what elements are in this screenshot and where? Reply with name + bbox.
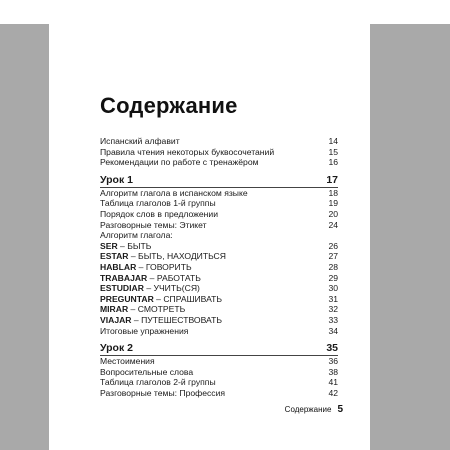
verb-translation: – БЫТЬ, НАХОДИТЬСЯ xyxy=(128,251,226,262)
right-margin-gray xyxy=(370,24,450,450)
toc-item[interactable] xyxy=(100,188,338,199)
lesson-1-heading[interactable] xyxy=(100,174,338,187)
toc-item-label: Местоимения xyxy=(100,356,155,367)
verb-translation: – РАБОТАТЬ xyxy=(147,272,201,283)
toc-item[interactable] xyxy=(100,136,338,147)
verb: SER xyxy=(100,240,118,251)
toc-item-label: Правила чтения некоторых буквосочетаний xyxy=(100,146,275,157)
toc-item[interactable] xyxy=(100,326,338,337)
verb: ESTUDIAR xyxy=(100,283,144,294)
toc-item-page: 41 xyxy=(328,377,338,388)
left-margin-gray xyxy=(0,24,49,450)
toc-item-page: 30 xyxy=(328,283,338,294)
toc-item-page: 38 xyxy=(328,366,338,377)
toc-verb-item[interactable] xyxy=(100,262,338,273)
verb-translation: – ГОВОРИТЬ xyxy=(136,261,192,272)
lesson-heading-page: 17 xyxy=(326,173,338,186)
toc-item[interactable] xyxy=(100,377,338,388)
verb-translation: – УЧИТЬ(СЯ) xyxy=(143,283,200,294)
verb: PREGUNTAR xyxy=(100,293,154,304)
page-number: 5 xyxy=(337,404,343,415)
toc-item-page: 42 xyxy=(328,387,338,398)
toc-item-label: Вопросительные слова xyxy=(100,366,194,377)
toc-item-label: Рекомендации по работе с тренажёром xyxy=(100,157,259,168)
toc-item-label: Таблица глаголов 1-й группы xyxy=(100,198,216,209)
toc-item-page: 26 xyxy=(328,240,338,251)
toc-verb-item[interactable] xyxy=(100,283,338,294)
toc-item[interactable] xyxy=(100,220,338,231)
toc-item-page: 19 xyxy=(328,198,338,209)
toc-verb-item[interactable] xyxy=(100,294,338,305)
toc-item-label: Итоговые упражнения xyxy=(100,325,189,336)
verb: VIAJAR xyxy=(100,314,132,325)
toc-verb-item[interactable] xyxy=(100,304,338,315)
toc-item-page: 15 xyxy=(328,146,338,157)
verb-translation: – БЫТЬ xyxy=(117,240,152,251)
toc-verb-item[interactable] xyxy=(100,241,338,252)
toc-item-page: 36 xyxy=(328,356,338,367)
toc-verb-item[interactable] xyxy=(100,251,338,262)
table-of-contents xyxy=(100,136,338,398)
verb: ESTAR xyxy=(100,251,129,262)
verb-translation: – ПУТЕШЕСТВОВАТЬ xyxy=(131,314,223,325)
verb: TRABAJAR xyxy=(100,272,148,283)
toc-item[interactable] xyxy=(100,209,338,220)
page-title: Содержание xyxy=(100,93,238,118)
toc-item-page: 29 xyxy=(328,272,338,283)
toc-item-page: 33 xyxy=(328,314,338,325)
lesson-heading-page: 35 xyxy=(326,342,338,355)
toc-item[interactable] xyxy=(100,388,338,399)
page-footer xyxy=(285,404,343,415)
toc-item[interactable] xyxy=(100,367,338,378)
toc-item-page: 20 xyxy=(328,208,338,219)
toc-verb-item[interactable] xyxy=(100,273,338,284)
toc-item-label: Испанский алфавит xyxy=(100,136,180,146)
toc-item-label: Алгоритм глагола: xyxy=(100,230,173,241)
toc-item-page: 14 xyxy=(328,136,338,146)
lesson-2-heading[interactable] xyxy=(100,342,338,355)
verb: HABLAR xyxy=(100,261,137,272)
lesson-heading-label: Урок 1 xyxy=(100,173,133,186)
toc-item-page: 24 xyxy=(328,219,338,230)
toc-verb-item[interactable] xyxy=(100,315,338,326)
verb-translation: – СМОТРЕТЬ xyxy=(128,304,186,315)
verb: MIRAR xyxy=(100,304,129,315)
toc-item-label: Порядок слов в предложении xyxy=(100,208,219,219)
toc-item-label: Алгоритм глагола в испанском языке xyxy=(100,187,248,198)
toc-item[interactable] xyxy=(100,198,338,209)
toc-item[interactable] xyxy=(100,147,338,158)
toc-item-label: Таблица глаголов 2-й группы xyxy=(100,377,216,388)
toc-item-label: Разговорные темы: Этикет xyxy=(100,219,207,230)
verb-translation: – СПРАШИВАТЬ xyxy=(153,293,223,304)
toc-item[interactable] xyxy=(100,157,338,168)
toc-item[interactable] xyxy=(100,356,338,367)
toc-item-page: 28 xyxy=(328,261,338,272)
toc-item-page: 31 xyxy=(328,293,338,304)
toc-item-page: 32 xyxy=(328,304,338,315)
toc-item-page: 27 xyxy=(328,251,338,262)
toc-item-page: 16 xyxy=(328,157,338,168)
toc-item-page: 34 xyxy=(328,325,338,336)
toc-item-label: Разговорные темы: Профессия xyxy=(100,387,226,398)
toc-item xyxy=(100,230,338,241)
footer-section-label: Содержание xyxy=(284,405,332,414)
lesson-heading-label: Урок 2 xyxy=(100,342,133,355)
toc-item-page: 18 xyxy=(328,187,338,198)
